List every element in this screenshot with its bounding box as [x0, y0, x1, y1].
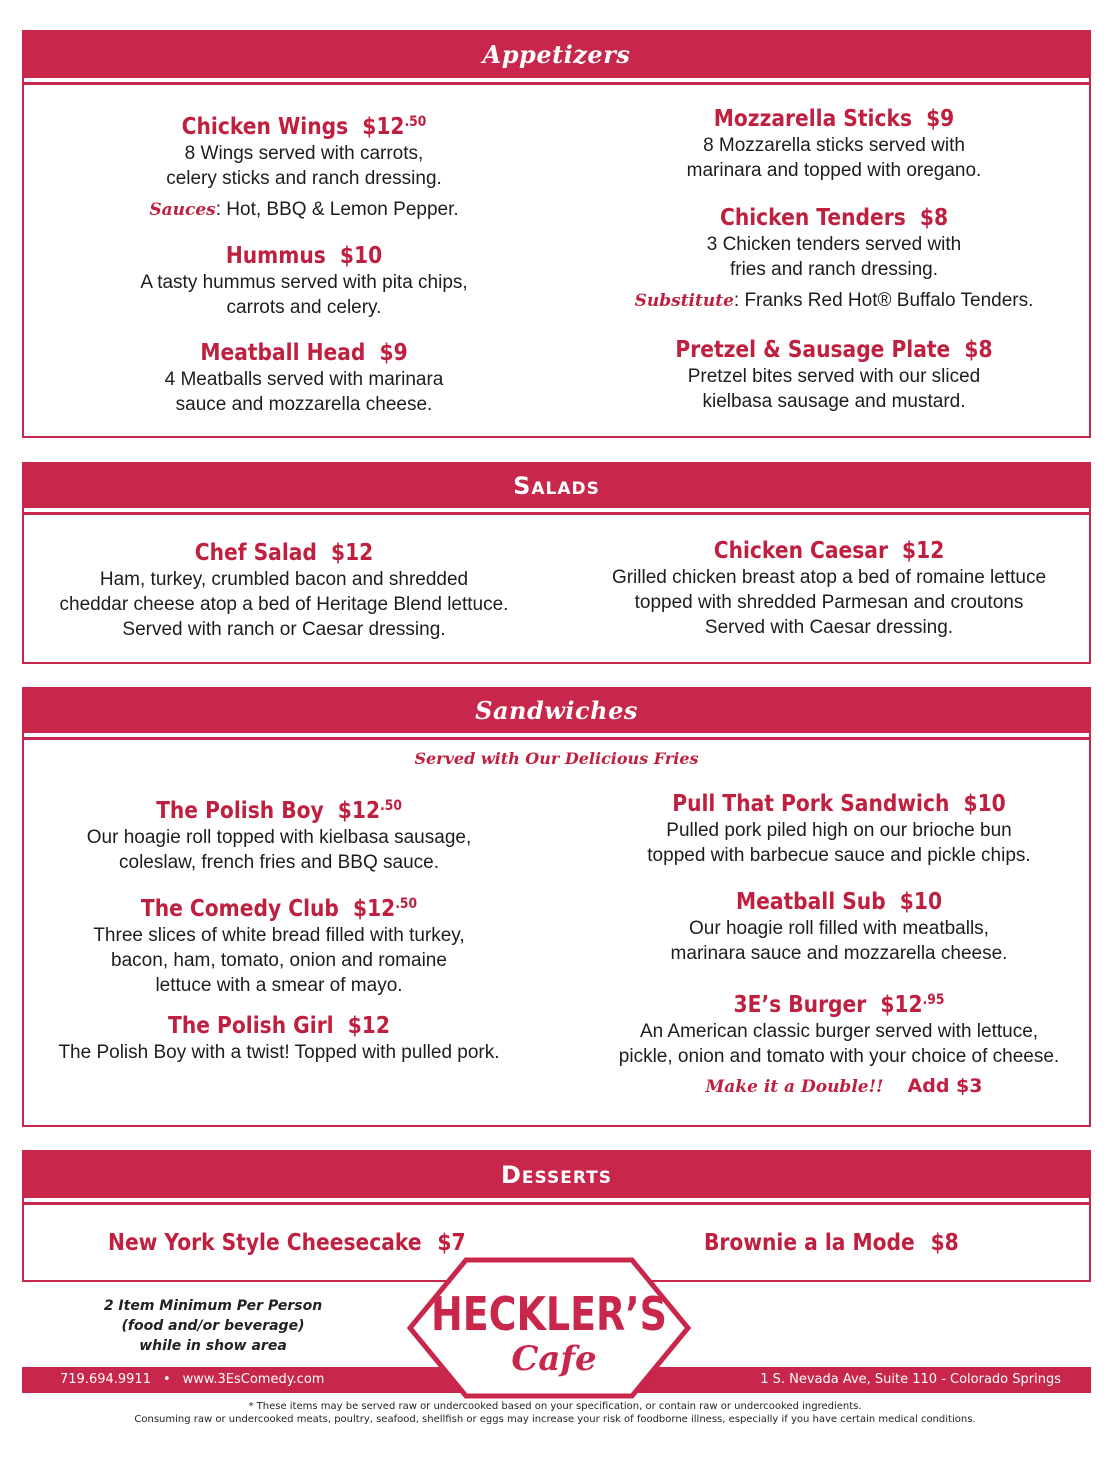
item-name: Chicken Caesar — [713, 538, 888, 564]
menu-item — [44, 890, 514, 998]
double-label: Make it a Double!! — [705, 1077, 884, 1097]
item-description: 4 Meatballs served with marinara sauce and mozzarella cheese. — [164, 369, 444, 415]
double-upgrade — [684, 1075, 1004, 1097]
item-description: Ham, turkey, crumbled bacon and shredded cheddar cheese atop a bed of Heritage Blend lettuce. Served with ranch or Caesar dressing. — [59, 569, 509, 640]
item-description: 3 Chicken tenders served with fries and ranch dressing. — [706, 234, 962, 280]
menu-item — [604, 790, 1074, 868]
item-price: $12 — [347, 1013, 390, 1039]
item-name: Meatball Head — [200, 340, 366, 366]
item-price: $\$12^{.95}$ — [880, 992, 945, 1018]
appetizers-title: Appetizers — [482, 40, 631, 69]
item-price: $12 — [330, 540, 374, 566]
sandwiches-title: Sandwiches — [475, 696, 638, 725]
item-name: Chef Salad — [194, 540, 317, 566]
item-description: 8 Mozzarella sticks served with marinara and topped with oregano. — [686, 135, 982, 181]
item-price: $\$12^{.50}$ — [362, 114, 427, 140]
logo-text-hecklers: HECKLER’S — [431, 1287, 667, 1341]
item-name: Hummus — [225, 243, 326, 269]
item-name: 3E’s Burger — [733, 992, 867, 1018]
separator: • — [162, 1372, 171, 1387]
salads-section — [22, 462, 1091, 664]
item-name: New York Style Cheesecake — [108, 1230, 422, 1256]
desserts-title: Desserts — [500, 1161, 613, 1189]
item-price: $9 — [926, 106, 955, 132]
sandwiches-left-column — [44, 689, 514, 1125]
item-description: Pulled pork piled high on our brioche bun topped with barbecue sauce and pickle chips. — [647, 820, 1031, 866]
item-note: Sauces: Hot, BBQ & Lemon Pepper. — [149, 199, 459, 220]
item-description: Three slices of white bread filled with turkey, bacon, ham, tomato, onion and romaine lettuce with a smear of mayo. — [93, 925, 465, 996]
note-label: Substitute — [634, 291, 734, 311]
salads-right-column — [579, 464, 1079, 662]
appetizers-section — [22, 30, 1091, 438]
salads-title: Salads — [513, 472, 600, 500]
note-label: Sauces — [149, 200, 216, 220]
item-name: Meatball Sub — [735, 889, 886, 915]
item-name: Pull That Pork Sandwich — [672, 791, 950, 817]
hecklers-cafe-logo — [404, 1254, 694, 1402]
menu-item — [604, 336, 1064, 414]
item-description: A tasty hummus served with pita chips, carrots and celery. — [140, 272, 468, 318]
item-name: Mozzarella Sticks — [713, 106, 913, 132]
footer-contact — [60, 1367, 324, 1393]
item-name: The Polish Boy — [156, 798, 324, 824]
item-description: The Polish Boy with a twist! Topped with pulled pork. — [58, 1042, 500, 1063]
item-price: $7 — [437, 1230, 466, 1256]
menu-item — [74, 242, 534, 320]
item-price: $12 — [902, 538, 945, 564]
item-description: Pretzel bites served with our sliced kielbasa sausage and mustard. — [687, 366, 981, 412]
salads-left-column — [34, 464, 534, 662]
menu-item — [604, 888, 1074, 966]
menu-item — [74, 339, 534, 417]
menu-item — [44, 1012, 514, 1065]
item-price: $8 — [964, 337, 993, 363]
dessert-item — [704, 1230, 959, 1256]
item-price: $10 — [963, 791, 1006, 817]
item-price: $8 — [930, 1230, 959, 1256]
item-name: Chicken Tenders — [719, 205, 906, 231]
item-description: Our hoagie roll topped with kielbasa sausage, coleslaw, french fries and BBQ sauce. — [86, 827, 472, 873]
logo-text-cafe: Cafe — [511, 1339, 597, 1379]
item-price: $\$12^{.50}$ — [352, 896, 418, 922]
menu-item — [604, 204, 1064, 314]
phone-number: 719.694.9911 — [60, 1372, 151, 1387]
item-name: The Polish Girl — [168, 1013, 334, 1039]
menu-item — [604, 105, 1064, 183]
desserts-banner — [24, 1152, 1089, 1202]
item-description: Our hoagie roll filled with meatballs, marinara sauce and mozzarella cheese. — [670, 918, 1008, 964]
item-name: The Comedy Club — [140, 896, 339, 922]
disclaimer: * These items may be served raw or undercooked based on your specification, or contain raw or undercooked ingredients. Consuming raw or undercooked meats, poultry, seafood, shellfish or eggs may increase your risk of foodborne illness, especially if you have certain medical conditions. — [134, 1401, 976, 1425]
item-description: An American classic burger served with lettuce, pickle, onion and tomato with your choice of cheese. — [618, 1021, 1060, 1067]
menu-item — [44, 792, 514, 875]
item-description: Grilled chicken breast atop a bed of romaine lettuce topped with shredded Parmesan and croutons Served with Caesar dressing. — [611, 567, 1047, 638]
website-link[interactable]: www.3EsComedy.com — [182, 1372, 325, 1387]
appetizers-left-column — [74, 32, 534, 436]
minimum-note: 2 Item Minimum Per Person (food and/or beverage) while in show area — [103, 1298, 323, 1354]
sandwiches-subtitle: Served with Our Delicious Fries — [414, 749, 699, 768]
item-note: Substitute: Franks Red Hot® Buffalo Tenders. — [634, 290, 1034, 311]
item-price: $8 — [919, 205, 949, 231]
item-description: 8 Wings served with carrots, celery sticks and ranch dressing. — [166, 143, 442, 189]
footer-address: 1 S. Nevada Ave, Suite 110 - Colorado Springs — [760, 1372, 1061, 1387]
item-price: $10 — [339, 243, 383, 269]
sandwiches-right-column — [604, 689, 1074, 1125]
menu-item — [74, 108, 534, 223]
menu-item — [34, 539, 534, 642]
double-price: Add $3 — [907, 1075, 983, 1097]
sandwiches-section — [22, 687, 1091, 1127]
item-price: $\$12^{.50}$ — [337, 798, 402, 824]
dessert-item — [108, 1230, 466, 1256]
appetizers-right-column — [604, 32, 1064, 436]
menu-item — [604, 986, 1074, 1069]
item-price: $10 — [899, 889, 943, 915]
menu-item — [579, 537, 1079, 640]
item-price: $9 — [379, 340, 408, 366]
item-name: Pretzel & Sausage Plate — [675, 337, 951, 363]
item-name: Chicken Wings — [181, 114, 349, 140]
item-name: Brownie a la Mode — [704, 1230, 915, 1256]
